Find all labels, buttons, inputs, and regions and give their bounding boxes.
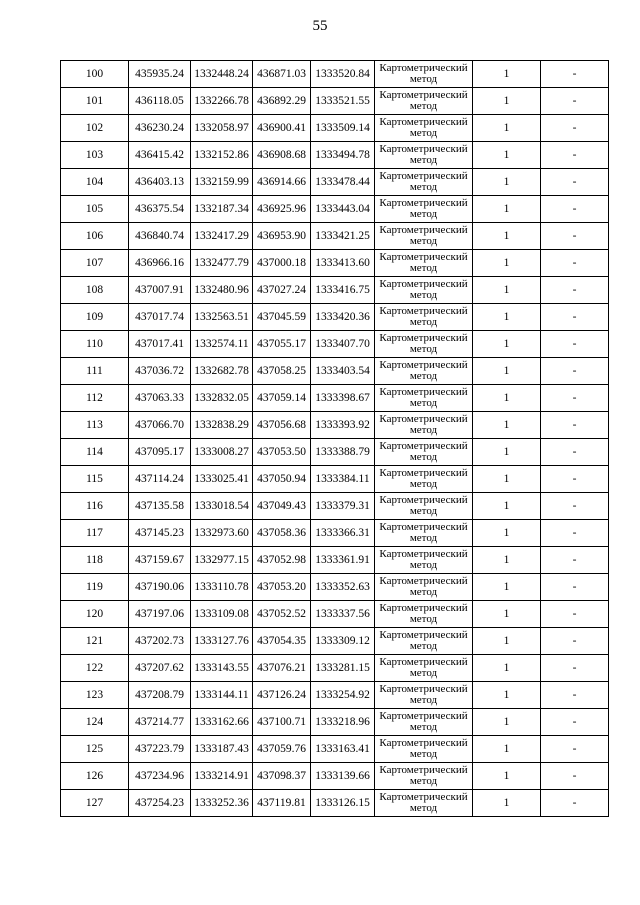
y-coordinate-cell: 1333109.08: [191, 601, 253, 628]
x-coordinate-cell: 437036.72: [129, 358, 191, 385]
x2-coordinate-cell: 437058.36: [253, 520, 311, 547]
y2-coordinate-cell: 1333403.54: [311, 358, 375, 385]
dash-cell: -: [541, 223, 609, 250]
point-number-cell: 122: [61, 655, 129, 682]
x2-coordinate-cell: 437056.68: [253, 412, 311, 439]
table-row: [61, 682, 609, 709]
x2-coordinate-cell: 436892.29: [253, 88, 311, 115]
point-number-cell: 105: [61, 196, 129, 223]
point-number-cell: 109: [61, 304, 129, 331]
x-coordinate-cell: 437223.79: [129, 736, 191, 763]
y2-coordinate-cell: 1333494.78: [311, 142, 375, 169]
method-cell: Картометрический метод: [375, 385, 473, 412]
point-number-cell: 106: [61, 223, 129, 250]
dash-cell: -: [541, 682, 609, 709]
x-coordinate-cell: 436966.16: [129, 250, 191, 277]
x-coordinate-cell: 437066.70: [129, 412, 191, 439]
table-row: [61, 601, 609, 628]
point-number-cell: 125: [61, 736, 129, 763]
y-coordinate-cell: 1333025.41: [191, 466, 253, 493]
table-row: [61, 763, 609, 790]
x2-coordinate-cell: 437000.18: [253, 250, 311, 277]
dash-cell: -: [541, 331, 609, 358]
y-coordinate-cell: 1332477.79: [191, 250, 253, 277]
x2-coordinate-cell: 437058.25: [253, 358, 311, 385]
y2-coordinate-cell: 1333384.11: [311, 466, 375, 493]
point-number-cell: 124: [61, 709, 129, 736]
y2-coordinate-cell: 1333361.91: [311, 547, 375, 574]
x2-coordinate-cell: 437098.37: [253, 763, 311, 790]
point-number-cell: 123: [61, 682, 129, 709]
point-number-cell: 101: [61, 88, 129, 115]
table-row: [61, 493, 609, 520]
accuracy-cell: 1: [473, 358, 541, 385]
y-coordinate-cell: 1332266.78: [191, 88, 253, 115]
point-number-cell: 110: [61, 331, 129, 358]
x-coordinate-cell: 437017.74: [129, 304, 191, 331]
point-number-cell: 100: [61, 61, 129, 88]
x2-coordinate-cell: 437059.76: [253, 736, 311, 763]
table-row: [61, 250, 609, 277]
y-coordinate-cell: 1333018.54: [191, 493, 253, 520]
accuracy-cell: 1: [473, 412, 541, 439]
table-row: [61, 547, 609, 574]
y2-coordinate-cell: 1333352.63: [311, 574, 375, 601]
page-number: 55: [312, 18, 328, 34]
dash-cell: -: [541, 574, 609, 601]
accuracy-cell: 1: [473, 196, 541, 223]
y-coordinate-cell: 1333252.36: [191, 790, 253, 817]
x-coordinate-cell: 437095.17: [129, 439, 191, 466]
y-coordinate-cell: 1332152.86: [191, 142, 253, 169]
x2-coordinate-cell: 437053.50: [253, 439, 311, 466]
table-row: [61, 169, 609, 196]
x2-coordinate-cell: 436925.96: [253, 196, 311, 223]
point-number-cell: 126: [61, 763, 129, 790]
y2-coordinate-cell: 1333509.14: [311, 115, 375, 142]
accuracy-cell: 1: [473, 61, 541, 88]
method-cell: Картометрический метод: [375, 574, 473, 601]
y-coordinate-cell: 1332058.97: [191, 115, 253, 142]
dash-cell: -: [541, 466, 609, 493]
y2-coordinate-cell: 1333139.66: [311, 763, 375, 790]
accuracy-cell: 1: [473, 277, 541, 304]
y2-coordinate-cell: 1333420.36: [311, 304, 375, 331]
x-coordinate-cell: 436375.54: [129, 196, 191, 223]
accuracy-cell: 1: [473, 493, 541, 520]
dash-cell: -: [541, 763, 609, 790]
dash-cell: -: [541, 250, 609, 277]
method-cell: Картометрический метод: [375, 601, 473, 628]
point-number-cell: 103: [61, 142, 129, 169]
dash-cell: -: [541, 493, 609, 520]
point-number-cell: 127: [61, 790, 129, 817]
dash-cell: -: [541, 547, 609, 574]
x2-coordinate-cell: 437027.24: [253, 277, 311, 304]
method-cell: Картометрический метод: [375, 412, 473, 439]
x-coordinate-cell: 436415.42: [129, 142, 191, 169]
accuracy-cell: 1: [473, 601, 541, 628]
y2-coordinate-cell: 1333218.96: [311, 709, 375, 736]
table-row: [61, 385, 609, 412]
accuracy-cell: 1: [473, 223, 541, 250]
dash-cell: -: [541, 169, 609, 196]
y-coordinate-cell: 1332682.78: [191, 358, 253, 385]
method-cell: Картометрический метод: [375, 142, 473, 169]
point-number-cell: 108: [61, 277, 129, 304]
point-number-cell: 107: [61, 250, 129, 277]
y-coordinate-cell: 1333162.66: [191, 709, 253, 736]
method-cell: Картометрический метод: [375, 736, 473, 763]
y2-coordinate-cell: 1333413.60: [311, 250, 375, 277]
y-coordinate-cell: 1332838.29: [191, 412, 253, 439]
y2-coordinate-cell: 1333393.92: [311, 412, 375, 439]
y-coordinate-cell: 1332480.96: [191, 277, 253, 304]
y2-coordinate-cell: 1333379.31: [311, 493, 375, 520]
point-number-cell: 116: [61, 493, 129, 520]
accuracy-cell: 1: [473, 628, 541, 655]
method-cell: Картометрический метод: [375, 304, 473, 331]
point-number-cell: 104: [61, 169, 129, 196]
x2-coordinate-cell: 436908.68: [253, 142, 311, 169]
dash-cell: -: [541, 142, 609, 169]
accuracy-cell: 1: [473, 331, 541, 358]
x2-coordinate-cell: 437045.59: [253, 304, 311, 331]
method-cell: Картометрический метод: [375, 790, 473, 817]
y-coordinate-cell: 1333214.91: [191, 763, 253, 790]
table-row: [61, 439, 609, 466]
accuracy-cell: 1: [473, 304, 541, 331]
y-coordinate-cell: 1332187.34: [191, 196, 253, 223]
dash-cell: -: [541, 790, 609, 817]
y-coordinate-cell: 1333110.78: [191, 574, 253, 601]
y2-coordinate-cell: 1333478.44: [311, 169, 375, 196]
x2-coordinate-cell: 436871.03: [253, 61, 311, 88]
point-number-cell: 117: [61, 520, 129, 547]
table-row: [61, 520, 609, 547]
x-coordinate-cell: 437135.58: [129, 493, 191, 520]
accuracy-cell: 1: [473, 466, 541, 493]
method-cell: Картометрический метод: [375, 493, 473, 520]
x2-coordinate-cell: 437059.14: [253, 385, 311, 412]
x-coordinate-cell: 437234.96: [129, 763, 191, 790]
x2-coordinate-cell: 436953.90: [253, 223, 311, 250]
method-cell: Картометрический метод: [375, 628, 473, 655]
x-coordinate-cell: 435935.24: [129, 61, 191, 88]
dash-cell: -: [541, 601, 609, 628]
coordinates-table: [60, 60, 609, 817]
x-coordinate-cell: 437017.41: [129, 331, 191, 358]
x2-coordinate-cell: 437053.20: [253, 574, 311, 601]
x2-coordinate-cell: 437119.81: [253, 790, 311, 817]
dash-cell: -: [541, 412, 609, 439]
method-cell: Картометрический метод: [375, 223, 473, 250]
method-cell: Картометрический метод: [375, 169, 473, 196]
y2-coordinate-cell: 1333416.75: [311, 277, 375, 304]
table-row: [61, 466, 609, 493]
table-row: [61, 331, 609, 358]
x-coordinate-cell: 436840.74: [129, 223, 191, 250]
x2-coordinate-cell: 437049.43: [253, 493, 311, 520]
x2-coordinate-cell: 437052.98: [253, 547, 311, 574]
x-coordinate-cell: 437197.06: [129, 601, 191, 628]
table-row: [61, 574, 609, 601]
x2-coordinate-cell: 436900.41: [253, 115, 311, 142]
table-row: [61, 736, 609, 763]
y2-coordinate-cell: 1333309.12: [311, 628, 375, 655]
y-coordinate-cell: 1333144.11: [191, 682, 253, 709]
y-coordinate-cell: 1332448.24: [191, 61, 253, 88]
accuracy-cell: 1: [473, 574, 541, 601]
x2-coordinate-cell: 437126.24: [253, 682, 311, 709]
x2-coordinate-cell: 436914.66: [253, 169, 311, 196]
method-cell: Картометрический метод: [375, 439, 473, 466]
method-cell: Картометрический метод: [375, 61, 473, 88]
y2-coordinate-cell: 1333398.67: [311, 385, 375, 412]
dash-cell: -: [541, 358, 609, 385]
y-coordinate-cell: 1333187.43: [191, 736, 253, 763]
method-cell: Картометрический метод: [375, 115, 473, 142]
point-number-cell: 115: [61, 466, 129, 493]
dash-cell: -: [541, 385, 609, 412]
table-row: [61, 358, 609, 385]
y2-coordinate-cell: 1333254.92: [311, 682, 375, 709]
table-row: [61, 61, 609, 88]
accuracy-cell: 1: [473, 709, 541, 736]
x2-coordinate-cell: 437055.17: [253, 331, 311, 358]
accuracy-cell: 1: [473, 250, 541, 277]
y2-coordinate-cell: 1333407.70: [311, 331, 375, 358]
dash-cell: -: [541, 709, 609, 736]
y-coordinate-cell: 1333127.76: [191, 628, 253, 655]
x-coordinate-cell: 437145.23: [129, 520, 191, 547]
method-cell: Картометрический метод: [375, 250, 473, 277]
table-row: [61, 88, 609, 115]
y2-coordinate-cell: 1333337.56: [311, 601, 375, 628]
table-row: [61, 655, 609, 682]
y2-coordinate-cell: 1333366.31: [311, 520, 375, 547]
x2-coordinate-cell: 437100.71: [253, 709, 311, 736]
x-coordinate-cell: 436230.24: [129, 115, 191, 142]
x-coordinate-cell: 437114.24: [129, 466, 191, 493]
accuracy-cell: 1: [473, 790, 541, 817]
accuracy-cell: 1: [473, 439, 541, 466]
x-coordinate-cell: 437254.23: [129, 790, 191, 817]
x2-coordinate-cell: 437076.21: [253, 655, 311, 682]
method-cell: Картометрический метод: [375, 277, 473, 304]
y-coordinate-cell: 1332159.99: [191, 169, 253, 196]
accuracy-cell: 1: [473, 547, 541, 574]
method-cell: Картометрический метод: [375, 763, 473, 790]
table-row: [61, 142, 609, 169]
accuracy-cell: 1: [473, 763, 541, 790]
x-coordinate-cell: 437208.79: [129, 682, 191, 709]
point-number-cell: 102: [61, 115, 129, 142]
table-row: [61, 115, 609, 142]
method-cell: Картометрический метод: [375, 520, 473, 547]
dash-cell: -: [541, 88, 609, 115]
dash-cell: -: [541, 277, 609, 304]
method-cell: Картометрический метод: [375, 709, 473, 736]
y2-coordinate-cell: 1333520.84: [311, 61, 375, 88]
point-number-cell: 120: [61, 601, 129, 628]
method-cell: Картометрический метод: [375, 655, 473, 682]
y-coordinate-cell: 1332417.29: [191, 223, 253, 250]
dash-cell: -: [541, 628, 609, 655]
y2-coordinate-cell: 1333281.15: [311, 655, 375, 682]
x-coordinate-cell: 437063.33: [129, 385, 191, 412]
dash-cell: -: [541, 655, 609, 682]
x2-coordinate-cell: 437054.35: [253, 628, 311, 655]
table-row: [61, 223, 609, 250]
method-cell: Картометрический метод: [375, 466, 473, 493]
y-coordinate-cell: 1332977.15: [191, 547, 253, 574]
dash-cell: -: [541, 304, 609, 331]
point-number-cell: 111: [61, 358, 129, 385]
table-row: [61, 412, 609, 439]
table-body: [61, 61, 609, 817]
y2-coordinate-cell: 1333126.15: [311, 790, 375, 817]
y-coordinate-cell: 1332973.60: [191, 520, 253, 547]
y2-coordinate-cell: 1333388.79: [311, 439, 375, 466]
x2-coordinate-cell: 437050.94: [253, 466, 311, 493]
point-number-cell: 121: [61, 628, 129, 655]
method-cell: Картометрический метод: [375, 358, 473, 385]
point-number-cell: 119: [61, 574, 129, 601]
x-coordinate-cell: 436403.13: [129, 169, 191, 196]
accuracy-cell: 1: [473, 682, 541, 709]
method-cell: Картометрический метод: [375, 331, 473, 358]
y-coordinate-cell: 1333143.55: [191, 655, 253, 682]
point-number-cell: 112: [61, 385, 129, 412]
table-row: [61, 709, 609, 736]
accuracy-cell: 1: [473, 736, 541, 763]
x-coordinate-cell: 437214.77: [129, 709, 191, 736]
y-coordinate-cell: 1332563.51: [191, 304, 253, 331]
point-number-cell: 113: [61, 412, 129, 439]
accuracy-cell: 1: [473, 169, 541, 196]
x2-coordinate-cell: 437052.52: [253, 601, 311, 628]
y2-coordinate-cell: 1333163.41: [311, 736, 375, 763]
y2-coordinate-cell: 1333421.25: [311, 223, 375, 250]
accuracy-cell: 1: [473, 115, 541, 142]
accuracy-cell: 1: [473, 385, 541, 412]
dash-cell: -: [541, 520, 609, 547]
accuracy-cell: 1: [473, 142, 541, 169]
y-coordinate-cell: 1333008.27: [191, 439, 253, 466]
y-coordinate-cell: 1332832.05: [191, 385, 253, 412]
x-coordinate-cell: 437007.91: [129, 277, 191, 304]
x-coordinate-cell: 437190.06: [129, 574, 191, 601]
dash-cell: -: [541, 196, 609, 223]
table-row: [61, 277, 609, 304]
dash-cell: -: [541, 115, 609, 142]
y2-coordinate-cell: 1333521.55: [311, 88, 375, 115]
table-row: [61, 790, 609, 817]
table-row: [61, 628, 609, 655]
table-row: [61, 304, 609, 331]
y-coordinate-cell: 1332574.11: [191, 331, 253, 358]
accuracy-cell: 1: [473, 88, 541, 115]
method-cell: Картометрический метод: [375, 88, 473, 115]
method-cell: Картометрический метод: [375, 682, 473, 709]
dash-cell: -: [541, 736, 609, 763]
y2-coordinate-cell: 1333443.04: [311, 196, 375, 223]
dash-cell: -: [541, 439, 609, 466]
accuracy-cell: 1: [473, 655, 541, 682]
x-coordinate-cell: 437202.73: [129, 628, 191, 655]
x-coordinate-cell: 436118.05: [129, 88, 191, 115]
point-number-cell: 114: [61, 439, 129, 466]
method-cell: Картометрический метод: [375, 196, 473, 223]
table-row: [61, 196, 609, 223]
x-coordinate-cell: 437207.62: [129, 655, 191, 682]
point-number-cell: 118: [61, 547, 129, 574]
method-cell: Картометрический метод: [375, 547, 473, 574]
x-coordinate-cell: 437159.67: [129, 547, 191, 574]
dash-cell: -: [541, 61, 609, 88]
accuracy-cell: 1: [473, 520, 541, 547]
